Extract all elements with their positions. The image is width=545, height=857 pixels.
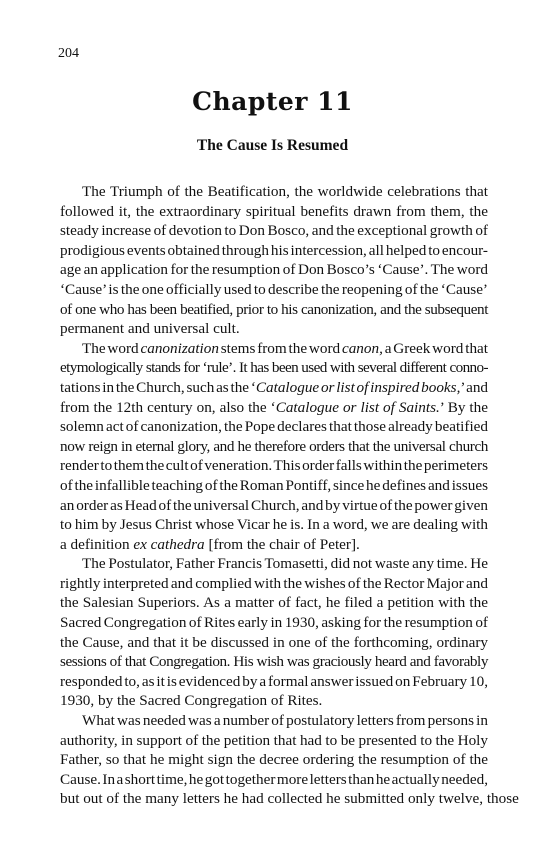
text-run: The Triumph of the Beatification, the worldwide celebrations that	[82, 183, 488, 200]
text-run: now reign in eternal glory, and he therefore orders that the universal church	[60, 437, 488, 455]
paragraph	[60, 182, 488, 339]
text-line	[60, 437, 488, 457]
text-run: the Cause, and that it be discussed in one of the forthcoming, ordinary	[60, 633, 488, 651]
body-text	[60, 182, 519, 809]
text-run: What was needed was a number of postulatory letters from persons in	[82, 712, 488, 730]
text-run: followed it, the extraordinary spiritual benefits drawn from them, the	[60, 202, 488, 220]
text-run: but out of the many letters he had collected he submitted only twelve, those	[60, 790, 519, 808]
chapter-heading: Chapter 11	[192, 87, 353, 116]
text-line	[60, 280, 488, 300]
text-run: etymologically stands for ‘rule’. It has been used with several different conno-	[60, 359, 488, 377]
text-line	[60, 378, 488, 398]
text-run: Cause. In a short time, he got together more letters than he actually needed,	[60, 770, 488, 788]
text-line	[60, 652, 488, 672]
page-number: 204	[58, 46, 79, 61]
text-run: the Salesian Superiors. As a matter of fact, he filed a petition with the	[60, 594, 488, 612]
paragraph	[60, 711, 519, 809]
text-run: a definition	[60, 535, 134, 553]
text-run: to him by Jesus Christ whose Vicar he is. In a word, we are dealing with	[60, 516, 488, 534]
text-line	[60, 633, 488, 653]
text-line	[60, 476, 488, 496]
text-run: rightly interpreted and complied with the wishes of the Rector Major and	[60, 574, 488, 592]
text-line	[60, 339, 488, 359]
text-run: prodigious events obtained through his intercession, all helped to encour-	[60, 241, 488, 259]
text-run: ’ By the	[439, 398, 488, 416]
text-line	[60, 202, 488, 222]
text-line	[60, 535, 488, 555]
text-line	[60, 554, 488, 574]
text-run: solemn act of canonization, the Pope declares that those already beatified	[60, 418, 488, 436]
text-line	[60, 515, 488, 535]
text-run: Sacred Congregation of Rites early in 1930, asking for the resumption of	[60, 614, 488, 632]
text-line	[60, 319, 488, 339]
text-run: of one who has been beatified, prior to his canonization, and the subsequent	[60, 300, 488, 318]
italic-text: Catalogue or list of inspired books,	[255, 378, 461, 396]
text-run: age an application for the resumption of Don Bosco’s ‘Cause’. The word	[60, 261, 489, 279]
text-run: stems from the word	[218, 339, 342, 357]
text-line	[60, 456, 488, 476]
text-run: ‘Cause’ is the one officially used to describe the reopening of the ‘Cause’	[60, 280, 488, 298]
text-run: Father, so that he might sign the decree ordering the resumption of the	[60, 751, 488, 769]
italic-text: Catalogue or list of Saints.	[275, 398, 440, 416]
paragraph	[60, 339, 488, 555]
text-run: tations in the Church, such as the ‘	[60, 378, 256, 396]
text-line	[60, 750, 488, 770]
italic-text: canon,	[341, 339, 383, 357]
text-line	[60, 574, 488, 594]
text-run: responded to, as it is evidenced by a formal answer issued on February 10,	[60, 672, 488, 690]
paragraph	[60, 554, 488, 711]
text-run: [from the chair of Peter].	[204, 535, 360, 553]
text-run: ’ and	[460, 378, 489, 396]
text-run: permanent and universal cult.	[60, 320, 240, 338]
text-run: an order as Head of the universal Church, and by virtue of the power given	[60, 496, 488, 514]
text-line	[60, 672, 488, 692]
text-line	[60, 789, 519, 809]
text-line	[60, 770, 488, 790]
italic-text: ex cathedra	[133, 535, 205, 553]
text-line	[60, 260, 488, 280]
text-line	[60, 711, 488, 731]
text-line	[60, 221, 488, 241]
text-run: of the infallible teaching of the Roman Pontiff, since he defines and issues	[60, 476, 488, 494]
text-line	[60, 496, 488, 516]
text-run: The word	[82, 339, 141, 357]
italic-text: canonization	[140, 339, 219, 357]
text-line	[60, 593, 488, 613]
text-run: 1930, by the Sacred Congregation of Rites.	[60, 692, 323, 710]
text-run: a Greek word that	[382, 339, 488, 357]
text-line	[60, 691, 488, 711]
text-line	[60, 398, 488, 418]
text-run: render to them the cult of veneration. This order falls within the perimeters	[60, 457, 488, 475]
text-line	[60, 358, 488, 378]
text-line	[60, 241, 488, 261]
text-run: sessions of that Congregation. His wish was graciously heard and favorably	[60, 653, 488, 671]
text-line	[60, 613, 488, 633]
text-run: The Postulator, Father Francis Tomasetti, did not waste any time. He	[82, 555, 488, 573]
chapter-title: The Cause Is Resumed	[196, 137, 349, 154]
text-line	[60, 182, 488, 202]
text-run: from the 12th century on, also the ‘	[60, 398, 276, 416]
text-run: steady increase of devotion to Don Bosco, and the exceptional growth of	[60, 222, 488, 240]
text-line	[60, 417, 488, 437]
text-run: authority, in support of the petition that had to be presented to the Holy	[60, 731, 488, 749]
text-line	[60, 731, 488, 751]
text-line	[60, 300, 488, 320]
